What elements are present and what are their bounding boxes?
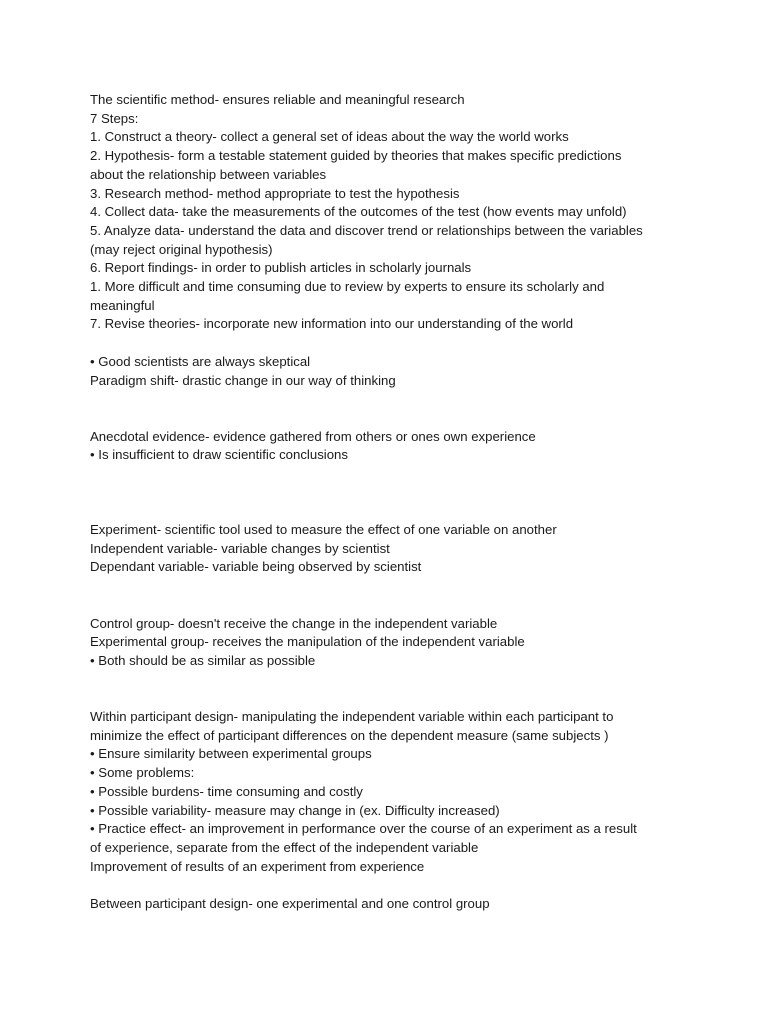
text-line: Within participant design- manipulating the independent variable within each participant to [90, 709, 614, 725]
text-line: Paradigm shift- drastic change in our way of thinking [90, 372, 396, 388]
bullet-line: • Is insufficient to draw scientific conclusions [90, 447, 348, 463]
blank-line [90, 671, 680, 690]
text-line: The scientific method- ensures reliable and meaningful research [90, 92, 465, 107]
text-line: (may reject original hypothesis) [90, 241, 273, 257]
text-line: Independent variable- variable changes by scientist [90, 540, 390, 556]
text-line: about the relationship between variables [90, 166, 327, 182]
text-line: 3. Research method- method appropriate to test the hypothesis [90, 185, 460, 201]
text-line: Improvement of results of an experiment from experience [90, 858, 425, 874]
text-line: 5. Analyze data- understand the data and discover trend or relationships between the variables [90, 222, 643, 238]
text-line: meaningful [90, 297, 155, 313]
bullet-line: • Ensure similarity between experimental groups [90, 746, 372, 762]
blank-line [90, 409, 680, 428]
text-line: Dependant variable- variable being observed by scientist [90, 559, 422, 575]
text-line: 2. Hypothesis- form a testable statement guided by theories that makes specific predictions [90, 148, 622, 164]
blank-line [90, 596, 680, 615]
blank-line [90, 390, 680, 409]
text-line: Between participant design- one experimental and one control group [90, 896, 490, 912]
blank-line [90, 465, 680, 484]
text-line: 1. More difficult and time consuming due to review by experts to ensure its scholarly and [90, 279, 605, 295]
blank-line [90, 334, 680, 353]
bullet-line: • Possible variability- measure may change in (ex. Difficulty increased) [90, 802, 500, 818]
text-line: 7. Revise theories- incorporate new information into our understanding of the world [90, 316, 574, 332]
bullet-line: • Some problems: [90, 765, 195, 781]
bullet-line: • Possible burdens- time consuming and costly [90, 783, 363, 799]
text-line: 1. Construct a theory- collect a general set of ideas about the way the world works [90, 129, 569, 145]
text-line: Anecdotal evidence- evidence gathered from others or ones own experience [90, 428, 536, 444]
bullet-line: • Practice effect- an improvement in performance over the course of an experiment as a result [90, 821, 637, 837]
blank-line [90, 502, 680, 521]
text-line: 4. Collect data- take the measurements of the outcomes of the test (how events may unfold) [90, 204, 627, 220]
text-line: 6. Report findings- in order to publish articles in scholarly journals [90, 260, 472, 276]
blank-line [90, 876, 680, 895]
blank-line [90, 484, 680, 503]
document-body [90, 91, 680, 914]
blank-line [90, 577, 680, 596]
text-line: 7 Steps: [90, 110, 139, 126]
text-line: Experimental group- receives the manipulation of the independent variable [90, 634, 525, 650]
blank-line [90, 689, 680, 708]
bullet-line: • Both should be as similar as possible [90, 652, 316, 668]
text-line: of experience, separate from the effect of the independent variable [90, 839, 479, 855]
bullet-line: • Good scientists are always skeptical [90, 353, 311, 369]
text-line: Control group- doesn't receive the change in the independent variable [90, 615, 498, 631]
text-line: minimize the effect of participant differences on the dependent measure (same subjects ) [90, 727, 609, 743]
text-line: Experiment- scientific tool used to measure the effect of one variable on another [90, 522, 557, 538]
